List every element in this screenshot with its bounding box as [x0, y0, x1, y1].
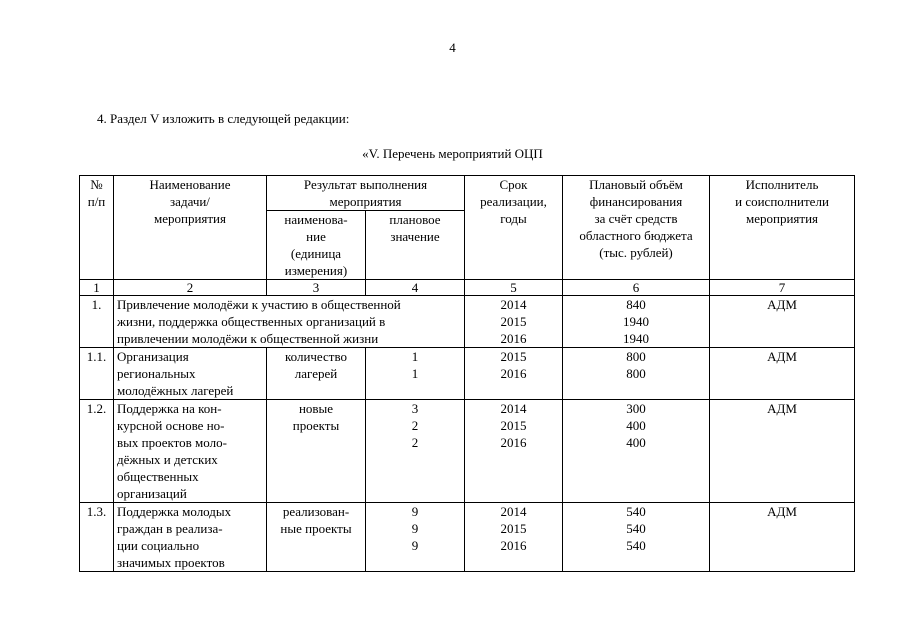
cell-text-line: ные проекты	[280, 521, 352, 536]
section-title: «V. Перечень мероприятий ОЦП	[362, 146, 543, 161]
funding-cell	[563, 503, 710, 572]
cell-text-line: 2016	[500, 538, 527, 553]
table-row	[80, 400, 855, 503]
cell-text-line: 1940	[623, 314, 650, 329]
cell-text-line: 9	[411, 521, 419, 536]
cell-text-line: привлечении молодёжи к общественной жизни	[117, 331, 379, 346]
cell-text-line: Исполнитель	[745, 177, 819, 192]
cell-text-line: количество	[284, 349, 348, 364]
intro-text: 4. Раздел V изложить в следующей редакции:	[97, 111, 350, 126]
cell-text-line: 800	[626, 366, 646, 381]
executor-cell: АДМ	[710, 296, 855, 348]
header-executor	[710, 176, 855, 280]
header-funding	[563, 176, 710, 280]
planned-value-cell	[366, 348, 465, 400]
cell-text-line: 2015	[500, 521, 527, 536]
header-term	[465, 176, 563, 280]
years-cell	[465, 348, 563, 400]
row-number: 1.	[80, 296, 114, 348]
task-name	[114, 503, 267, 572]
task-name	[114, 400, 267, 503]
years-cell	[465, 296, 563, 348]
cell-text-line: 9	[411, 504, 419, 519]
funding-cell	[563, 400, 710, 503]
cell-text-line: 400	[626, 435, 646, 450]
column-number: 4	[366, 280, 465, 296]
cell-text-line: за счёт средств	[594, 211, 678, 226]
cell-text-line: значение	[390, 229, 440, 244]
cell-text-line: дёжных и детских	[117, 452, 218, 467]
cell-text-line: ние	[306, 229, 326, 244]
cell-text-line: (единица	[290, 246, 342, 261]
cell-text-line: 300	[626, 401, 646, 416]
cell-text-line: 1	[411, 366, 419, 381]
unit-cell	[267, 400, 366, 503]
column-numbers-row	[80, 280, 855, 296]
unit-cell	[267, 503, 366, 572]
task-name	[114, 348, 267, 400]
executor-cell: АДМ	[710, 348, 855, 400]
cell-text-line: Привлечение молодёжи к участию в общественной	[117, 297, 401, 312]
column-number: 1	[80, 280, 114, 296]
cell-text-line: 400	[626, 418, 646, 433]
cell-text-line: №	[90, 177, 103, 192]
cell-text-line: 2015	[500, 418, 527, 433]
column-number: 5	[465, 280, 563, 296]
cell-text-line: 800	[626, 349, 646, 364]
cell-text-line: Срок	[499, 177, 528, 192]
cell-text-line: мероприятия	[329, 194, 402, 209]
row-number: 1.2.	[80, 400, 114, 503]
funding-cell	[563, 296, 710, 348]
cell-text-line: областного бюджета	[579, 228, 693, 243]
years-cell	[465, 400, 563, 503]
cell-text-line: Организация	[117, 349, 189, 364]
row-number: 1.3.	[80, 503, 114, 572]
cell-text-line: жизни, поддержка общественных организаций в	[117, 314, 386, 329]
cell-text-line: лагерей	[294, 366, 338, 381]
cell-text-line: региональных	[117, 366, 196, 381]
cell-text-line: Поддержка на кон-	[117, 401, 222, 416]
page-number: 4	[449, 40, 456, 55]
header-task-name	[114, 176, 267, 280]
cell-text-line: 540	[626, 538, 646, 553]
cell-text-line: 2015	[500, 349, 527, 364]
cell-text-line: 2	[411, 435, 419, 450]
cell-text-line: измерения)	[284, 263, 348, 278]
cell-text-line: новые	[298, 401, 334, 416]
table-row	[80, 296, 855, 348]
cell-text-line: (тыс. рублей)	[599, 245, 673, 260]
header-result-group	[267, 176, 465, 211]
executor-cell: АДМ	[710, 503, 855, 572]
cell-text-line: плановое	[389, 212, 441, 227]
cell-text-line: мероприятия	[153, 211, 226, 226]
cell-text-line: Наименование	[149, 177, 231, 192]
cell-text-line: проекты	[292, 418, 340, 433]
planned-value-cell	[366, 503, 465, 572]
column-number: 6	[563, 280, 710, 296]
cell-text-line: Поддержка молодых	[117, 504, 232, 519]
cell-text-line: организаций	[117, 486, 187, 501]
header-number	[80, 176, 114, 280]
cell-text-line: Плановый объём	[589, 177, 683, 192]
cell-text-line: 840	[626, 297, 646, 312]
cell-text-line: наименова-	[284, 212, 348, 227]
cell-text-line: мероприятия	[746, 211, 819, 226]
cell-text-line: молодёжных лагерей	[117, 383, 234, 398]
cell-text-line: п/п	[87, 194, 106, 209]
table-row	[80, 348, 855, 400]
unit-cell	[267, 348, 366, 400]
column-number: 2	[114, 280, 267, 296]
cell-text-line: курсной основе но-	[117, 418, 225, 433]
cell-text-line: 2016	[500, 366, 527, 381]
row-number: 1.1.	[80, 348, 114, 400]
cell-text-line: 540	[626, 504, 646, 519]
column-number: 7	[710, 280, 855, 296]
cell-text-line: 2	[411, 418, 419, 433]
cell-text-line: годы	[500, 211, 527, 226]
funding-cell	[563, 348, 710, 400]
cell-text-line: значимых проектов	[117, 555, 225, 570]
years-cell	[465, 503, 563, 572]
planned-value-cell	[366, 400, 465, 503]
executor-cell: АДМ	[710, 400, 855, 503]
cell-text-line: 2014	[500, 504, 527, 519]
task-name	[114, 296, 465, 348]
cell-text-line: 2014	[500, 297, 527, 312]
cell-text-line: вых проектов моло-	[117, 435, 227, 450]
cell-text-line: 1	[411, 349, 419, 364]
header-unit-name	[267, 211, 366, 280]
table-row	[80, 503, 855, 572]
cell-text-line: Результат выполнения	[303, 177, 428, 192]
cell-text-line: 9	[411, 538, 419, 553]
cell-text-line: ции социально	[117, 538, 200, 553]
activities-table	[79, 175, 855, 572]
cell-text-line: задачи/	[170, 194, 210, 209]
cell-text-line: граждан в реализа-	[117, 521, 223, 536]
cell-text-line: 540	[626, 521, 646, 536]
cell-text-line: 1940	[623, 331, 650, 346]
cell-text-line: общественных	[117, 469, 199, 484]
column-number: 3	[267, 280, 366, 296]
cell-text-line: 2015	[500, 314, 527, 329]
cell-text-line: и соисполнители	[735, 194, 829, 209]
cell-text-line: 3	[411, 401, 419, 416]
cell-text-line: реализован-	[282, 504, 350, 519]
cell-text-line: 2016	[500, 331, 527, 346]
cell-text-line: финансирования	[589, 194, 683, 209]
cell-text-line: 2014	[500, 401, 527, 416]
cell-text-line: 2016	[500, 435, 527, 450]
cell-text-line: реализации,	[480, 194, 547, 209]
header-planned-value	[366, 211, 465, 280]
